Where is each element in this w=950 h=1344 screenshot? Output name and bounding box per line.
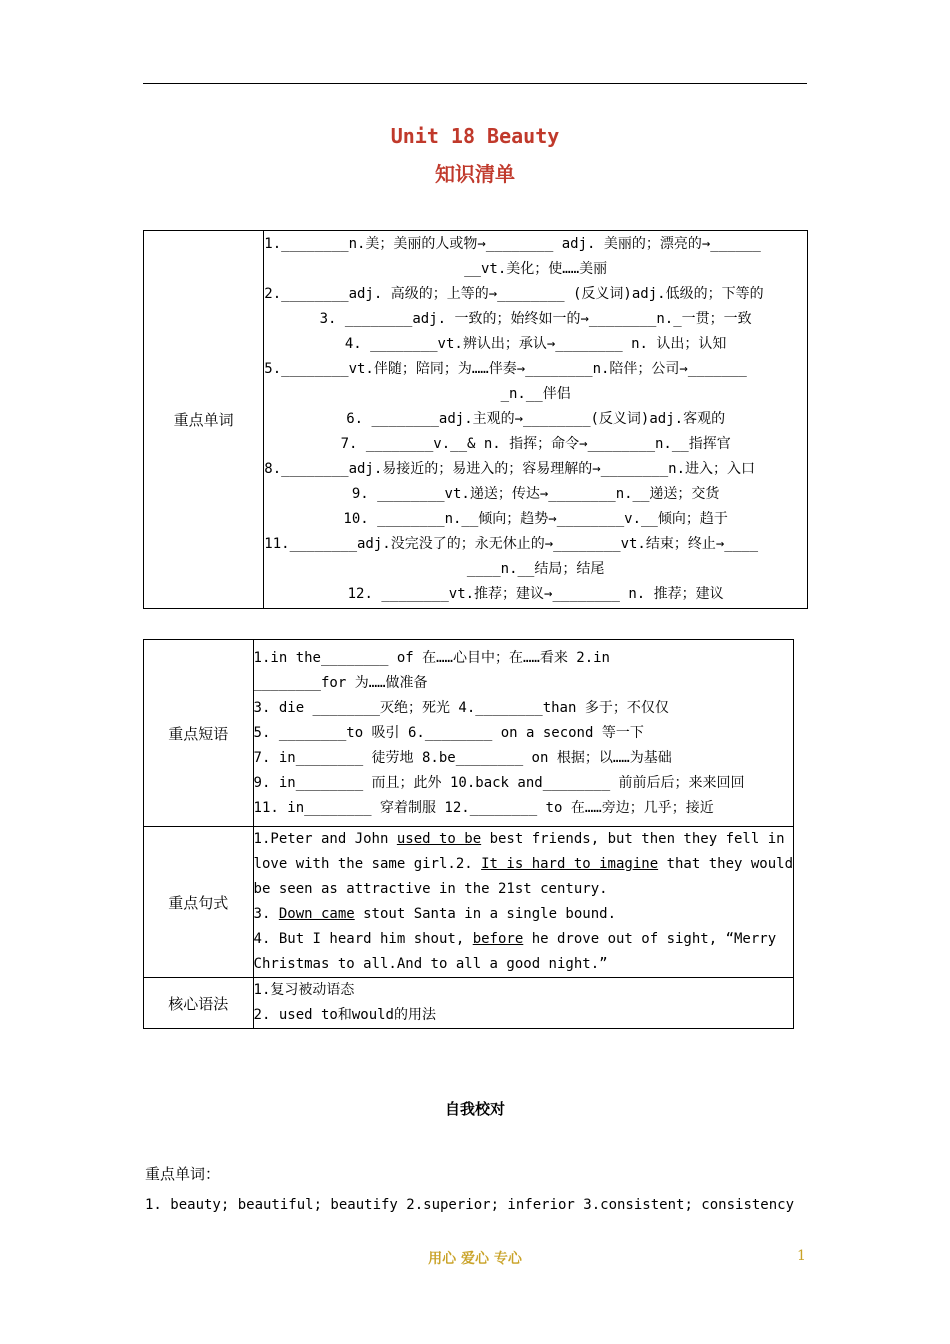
sentence-line — [254, 902, 793, 927]
vocab-line: 12. ________vt.推荐；建议→________ n. 推荐；建议 — [347, 586, 724, 602]
sentence-text: best friends, but then they fell in — [481, 831, 785, 847]
page-number: 1 — [797, 1248, 806, 1264]
vocab-line: 8.________adj.易接近的；易进入的；容易理解的→________n.进入；入口 — [264, 461, 755, 477]
phrase-line: ________for 为……做准备 — [253, 674, 428, 691]
grammar-line: 1.复习被动语态 — [253, 982, 355, 998]
phrase-line: 11. in________ 穿着制服 12.________ to 在……旁边；几乎；接近 — [253, 799, 714, 816]
phrase-line: 3. die ________灭绝；死光 4.________than 多于；不仅仅 — [253, 699, 669, 716]
grammar-category: 核心语法 — [144, 978, 254, 1029]
sentence-line — [254, 827, 793, 852]
vocab-line: 11.________adj.没完没了的；永无休止的→________vt.结束；终止→____ — [264, 536, 758, 552]
header-rule — [143, 83, 807, 84]
sentence-underline: Down came — [278, 906, 355, 922]
footer-motto: 用心 爱心 专心 — [428, 1251, 522, 1267]
sentence-text: 4. But I heard him shout, — [253, 931, 473, 947]
vocab-lines — [264, 231, 808, 609]
phrase-line: 9. in________ 而且；此外 10.back and________ 前前后后；来来回回 — [253, 774, 745, 791]
sentence-line: be seen as attractive in the 21st century. — [253, 881, 608, 897]
sentence-underline: used to be — [396, 831, 482, 847]
sentences-lines — [253, 827, 793, 978]
sentence-text: 1.Peter and John — [253, 831, 397, 847]
vocab-table — [143, 230, 808, 609]
sentence-line — [254, 852, 793, 877]
sentence-text: love with the same girl.2. — [253, 856, 482, 872]
vocab-line: 5.________vt.伴随；陪同；为……伴奏→________n.陪伴；公司→_______ — [264, 361, 747, 377]
sentence-text: he drove out of sight, “Merry — [523, 931, 777, 947]
grammar-line: 2. used to和would的用法 — [253, 1007, 436, 1023]
phrase-line: 5. ________to 吸引 6.________ on a second 等一下 — [253, 724, 644, 741]
phrase-line: 1.in the________ of 在……心目中；在……看来 2.in — [253, 649, 610, 666]
vocab-line: _n.__伴侣 — [500, 386, 571, 402]
answers-line: 1. beauty; beautiful; beautify 2.superior; inferior 3.consistent; consistency — [145, 1197, 795, 1213]
sentence-text: that they would — [658, 856, 793, 872]
phrases-sentences-table — [143, 639, 794, 1029]
sentence-underline: It is hard to imagine — [481, 856, 659, 872]
vocab-line: 1.________n.美；美丽的人或物→________ adj. 美丽的；漂亮的→______ — [264, 236, 761, 252]
grammar-lines — [253, 978, 793, 1029]
vocab-line: __vt.美化；使……美丽 — [464, 261, 608, 277]
sentence-text: 3. — [253, 906, 279, 922]
sentence-text: stout Santa in a single bound. — [354, 906, 616, 922]
phrases-lines — [253, 640, 793, 827]
sentence-underline: before — [472, 931, 524, 947]
vocab-line: 10. ________n.__倾向；趋势→________v.__倾向；趋于 — [343, 511, 728, 527]
unit-subtitle: 知识清单 — [435, 162, 515, 186]
sentences-category: 重点句式 — [144, 827, 254, 978]
vocab-line: 6. ________adj.主观的→________(反义词)adj.客观的 — [346, 411, 726, 427]
section-title: 自我校对 — [444, 1100, 505, 1118]
vocab-line: 9. ________vt.递送；传达→________n.__递送；交货 — [351, 486, 720, 502]
phrases-category: 重点短语 — [144, 640, 254, 827]
vocab-line: 4. ________vt.辨认出；承认→________ n. 认出；认知 — [344, 336, 727, 352]
vocab-line: 2.________adj. 高级的；上等的→________ (反义词)adj.低级的；下等的 — [264, 286, 764, 302]
phrase-line: 7. in________ 徒劳地 8.be________ on 根据；以……为基础 — [253, 749, 672, 766]
vocab-line: ____n.__结局；结尾 — [466, 561, 605, 577]
vocab-category: 重点单词 — [144, 231, 264, 609]
vocab-line: 3. ________adj. 一致的；始终如一的→________n._一贯；一致 — [319, 311, 752, 327]
sentence-line: Christmas to all.And to all a good night.” — [253, 956, 608, 972]
vocab-line: 7. ________v.__& n. 指挥；命令→________n.__指挥官 — [340, 436, 731, 452]
answers-label: 重点单词： — [145, 1165, 221, 1183]
sentence-line — [254, 927, 793, 952]
unit-title: Unit 18 Beauty — [390, 124, 560, 148]
